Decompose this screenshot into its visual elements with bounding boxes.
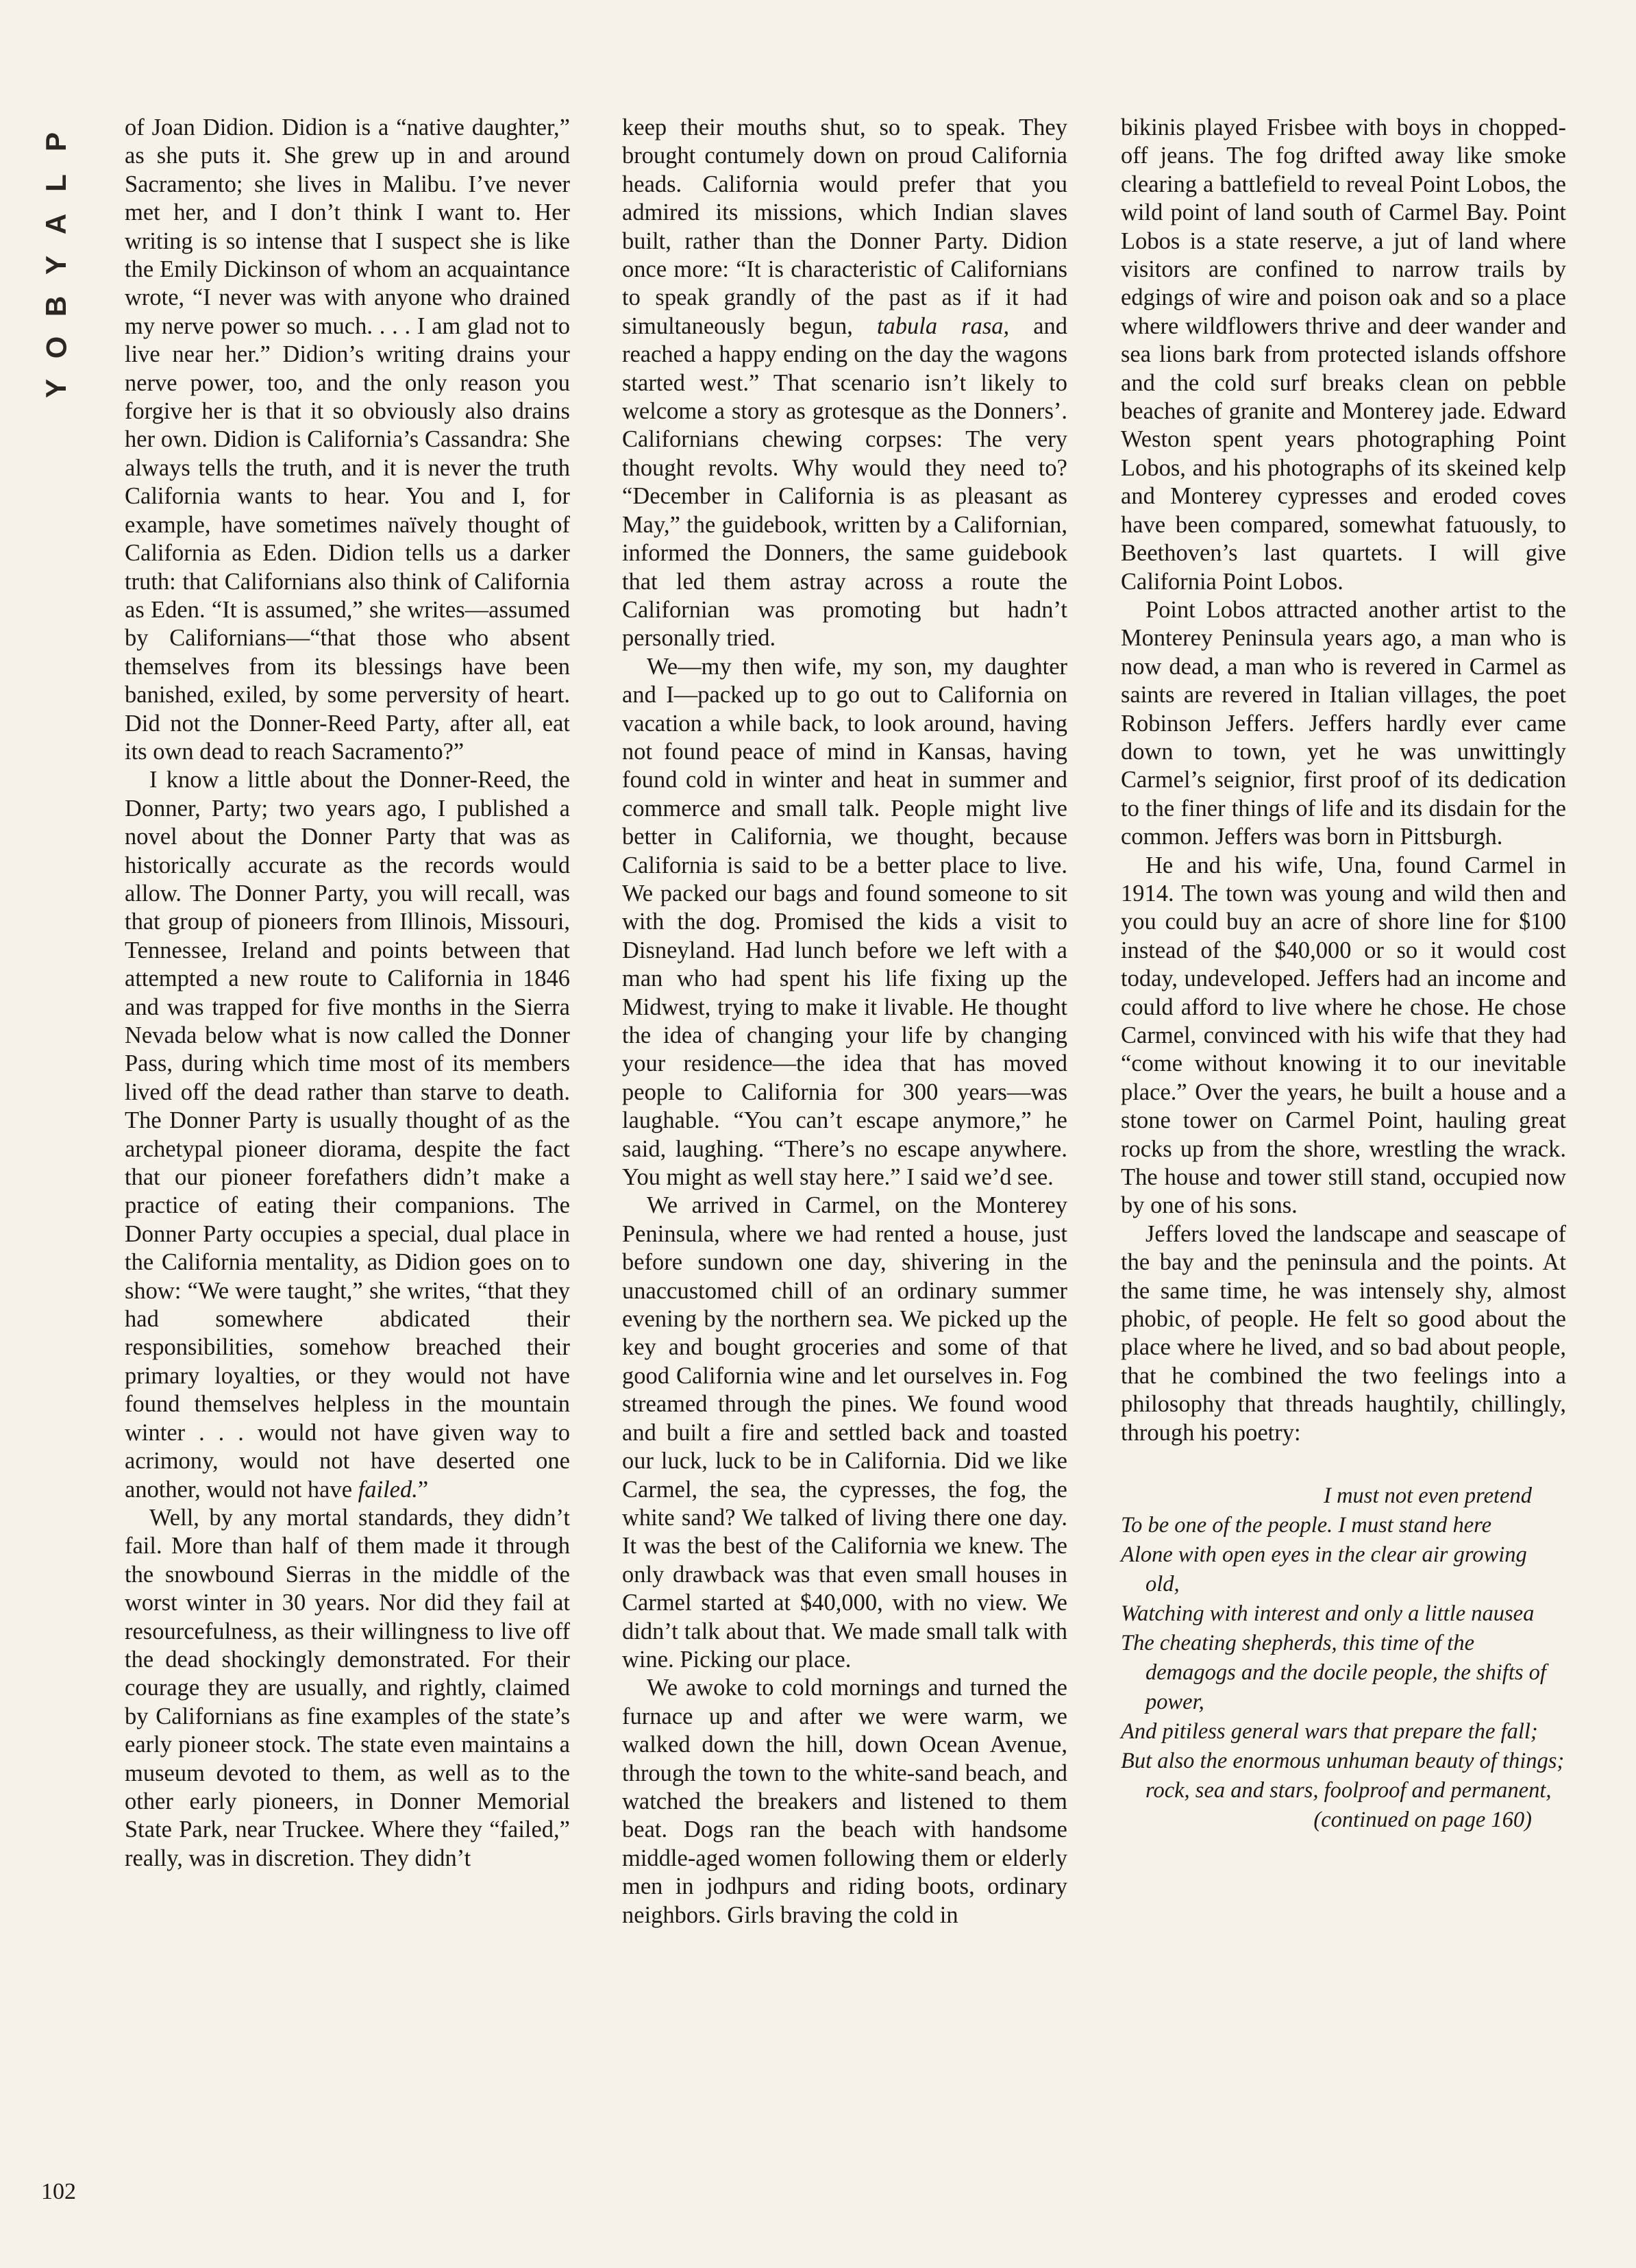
masthead-letter: L [40,174,72,192]
paragraph: Jeffers loved the landscape and seascape of the bay and the peninsula and the points. At the same time, he was intensely shy, almost phobic, of people. He felt so good about the place where he lived, and so bad about people, that he combined the two feelings into a philosophy that threads haughtily, chillingly, through his poetry: [1121,1220,1566,1446]
masthead-letter: O [39,336,72,359]
poem-line: But also the enormous unhuman beauty of things; rock, sea and stars, foolproof and permanent, [1121,1749,1565,1803]
paragraph [125,766,570,1504]
masthead-letter: P [39,132,72,152]
poem-line: To be one of the people. I must stand here [1121,1513,1491,1538]
paragraph-text: I know a little about the Donner-Reed, the Donner, Party; two years ago, I published a novel about the Donner Party that was as historically accurate as the records would allow. The Donner Party, you will recall, was that group of pioneers from Illinois, Missouri, Tennessee, Ireland and points between that attempted a new route to California in 1846 and was trapped for five months in the Sierra Nevada below what is now called the Donner Pass, during which time most of its members lived off the dead rather than starve to death. The Donner Party is usually thought of as the archetypal pioneer diorama, despite the fact that our pioneer forefathers didn’t make a practice of eating their companions. The Donner Party occupies a special, dual place in the California mentality, as Didion goes on to show: “We were taught,” she writes, “that they had somewhere abdicated their responsibilities, somehow breached their primary loyalties, or they would not have found themselves helpless in the mountain winter . . . would not have given way to acrimony, would not have deserted one another, would not have [125,767,570,1503]
masthead-letter: Y [39,378,72,399]
text-column-2 [622,114,1067,1930]
poem-line: I must not even pretend [1324,1483,1532,1509]
paragraph: We—my then wife, my son, my daughter and I—packed up to go out to California on vacation a while back, to look around, having not found peace of mind in Kansas, having found cold in winter and heat in summer and commerce and small talk. People might live better in California, we thought, because California is said to be a better place to live. We packed our bags and found someone to sit with the dog. Promised the kids a visit to Disneyland. Had lunch before we left with a man who had spent his life fixing up the Midwest, trying to make it livable. He thought the idea of changing your life by changing your residence—the idea that has moved people to California for 300 years—was laughable. “You can’t escape anymore,” he said, laughing. “There’s no escape anywhere. You might as well stay here.” I said we’d see. [622,653,1067,1191]
page-number: 102 [41,2179,76,2204]
text-column-3 [1121,114,1566,1835]
masthead-letter: A [40,213,72,235]
continued-note: (continued on page 160) [1313,1808,1532,1833]
magazine-masthead [39,122,72,410]
paragraph: of Joan Didion. Didion is a “native daughter,” as she puts it. She grew up in and around Sacramento; she lives in Malibu. I’ve never met her, and I don’t think I want to. Her writing is so intense that I suspect she is like the Emily Dickinson of whom an acquaintance wrote, “I never was with anyone who drained my nerve power so much. . . . I am glad not to live near her.” Didion’s writing drains your nerve power, too, and the only reason you forgive her is that it so obviously also drains her own. Didion is California’s Cassandra: She always tells the truth, and it is never the truth California wants to hear. You and I, for example, have sometimes naïvely thought of California as Eden. Didion tells us a darker truth: that Californians also think of California as Eden. “It is assumed,” she writes—assumed by Californians—“that those who absent themselves from its blessings have been banished, exiled, by some perversity of heart. Did not the Donner-Reed Party, after all, eat its own dead to reach Sacramento?” [125,114,570,765]
italic-word: failed. [358,1476,418,1503]
paragraph: We awoke to cold mornings and turned the furnace up and after we were warm, we walked down the hill, down Ocean Avenue, through the town to the white-sand beach, and watched the breakers and listened to them beat. Dogs ran the beach with handsome middle-aged women following them or elderly men in jodhpurs and riding boots, ordinary neighbors. Girls braving the cold in [622,1675,1067,1928]
closing-quote: ” [417,1476,429,1503]
paragraph: bikinis played Frisbee with boys in chopped-off jeans. The fog drifted away like smoke clearing a battlefield to reveal Point Lobos, the wild point of land south of Carmel Bay. Point Lobos is a state reserve, a jut of land where visitors are confined to narrow trails by edgings of wire and poison oak and so a place where wildflowers thrive and deer wander and sea lions bark from protected islands offshore and the cold surf breaks clean on pebble beaches of granite and Monterey jade. Edward Weston spent years photographing Point Lobos, and his photographs of its skeined kelp and Monterey cypresses and eroded coves have been compared, somewhat fatuously, to Beethoven’s last quartets. I will give California Point Lobos. [1121,114,1566,595]
text-column-1 [125,114,570,1873]
poem-line: And pitiless general wars that prepare the fall; [1121,1719,1538,1745]
masthead-letter: Y [39,255,72,275]
poem-excerpt [1121,1481,1566,1835]
poem-line: Watching with interest and only a little nausea [1121,1601,1535,1627]
masthead-letter: B [40,295,72,317]
paragraph-text: and reached a happy ending on the day the wagons started west.” That scenario isn’t likely to welcome a story as grotesque as the Donners’. Californians chewing corpses: The very thought revolts. Why would they need to? “December in California is as pleasant as May,” the guidebook, written by a Californian, informed the Donners, the same guidebook that led them astray across a route the Californian was promoting but hadn’t personally tried. [622,312,1068,652]
paragraph [622,114,1067,653]
paragraph: Point Lobos attracted another artist to the Monterey Peninsula years ago, a man who is now dead, a man who is revered in Carmel as saints are revered in Italian villages, the poet Robinson Jeffers. Jeffers hardly ever came down to town, yet he was unwittingly Carmel’s seignior, first proof of its dedication to the finer things of life and its disdain for the common. Jeffers was born in Pittsburgh. [1121,596,1566,850]
poem-line: Alone with open eyes in the clear air growing old, [1121,1542,1527,1597]
paragraph: Well, by any mortal standards, they didn’t fail. More than half of them made it through the snowbound Sierras in the middle of the worst winter in 30 years. Nor did they fail at resourcefulness, as their willingness to live off the dead shockingly demonstrated. For their courage they are usually, and rightly, claimed by Californians as fine examples of the state’s early pioneer stock. The state even maintains a museum devoted to them, as well as to the other early pioneers, in Donner Memorial State Park, near Truckee. Where they “failed,” really, was in discretion. They didn’t [125,1504,570,1871]
paragraph: He and his wife, Una, found Carmel in 1914. The town was young and wild then and you could buy an acre of shore line for $100 instead of the $40,000 or so it would cost today, undeveloped. Jeffers had an income and could afford to live where he chose. He chose Carmel, convinced with his wife that they had “come without knowing it to our inevitable place.” Over the years, he built a house and a stone tower on Carmel Point, hauling great rocks up from the shore, wrestling the wrack. The house and tower still stand, occupied now by one of his sons. [1121,852,1566,1219]
italic-phrase: tabula rasa, [876,312,1010,339]
paragraph-text: keep their mouths shut, so to speak. They brought contumely down on proud California heads. California would prefer that you admired its missions, which Indian slaves built, rather than the Donner Party. Didion once more: “It is characteristic of Californians to speak grandly of the past as if it had simultaneously begun, [622,114,1067,339]
poem-line: The cheating shepherds, this time of the demagogs and the docile people, the shifts of power, [1121,1631,1546,1715]
paragraph: We arrived in Carmel, on the Monterey Peninsula, where we had rented a house, just before sundown one day, shivering in the unaccustomed chill of an ordinary summer evening by the northern sea. We picked up the key and bought groceries and some of that good California wine and let ourselves in. Fog streamed through the pines. We found wood and built a fire and settled back and toasted our luck, luck to be in California. Did we like Carmel, the sea, the cypresses, the fog, the white sand? We talked of living there one day. It was the best of the California we knew. The only drawback was that even small houses in Carmel started at $40,000, with no view. We didn’t talk about that. We made small talk with wine. Picking our place. [622,1192,1067,1673]
